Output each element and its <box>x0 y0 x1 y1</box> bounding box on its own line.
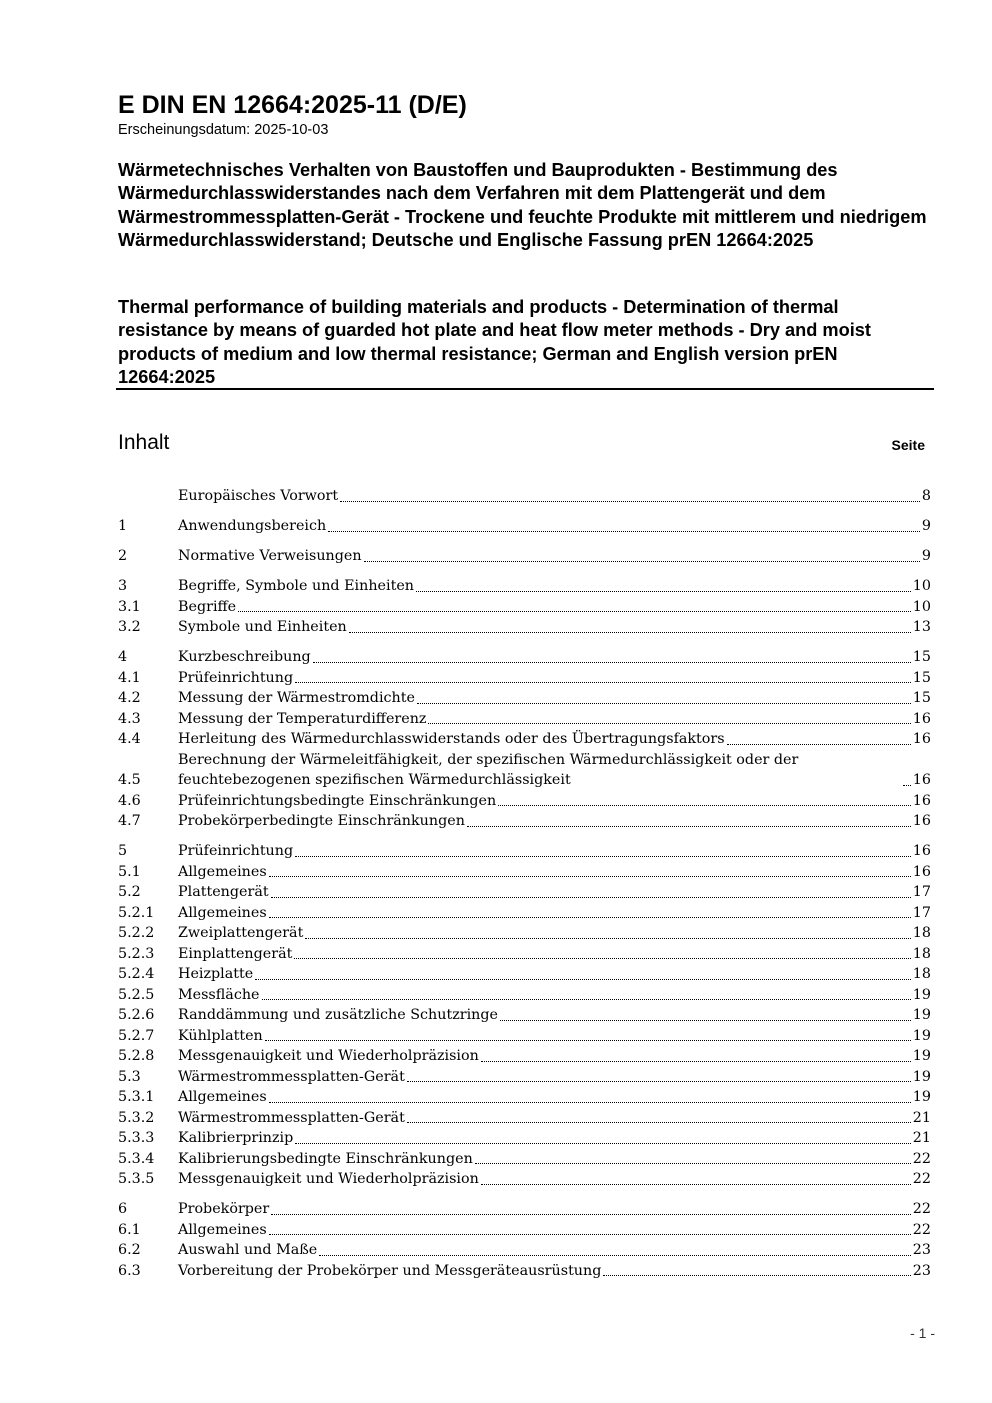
toc-entry-title: Vorbereitung der Probekörper und Messgeräteausrüstung <box>178 1262 602 1279</box>
toc-leader-dots <box>269 1102 911 1103</box>
toc-leader-dots <box>481 1184 911 1185</box>
toc-entry-page: 23 <box>912 1262 931 1279</box>
toc-entry[interactable] <box>118 668 931 689</box>
toc-entry-title: Berechnung der Wärmeleitfähigkeit, der spezifischen Wärmedurchlässigkeit oder der feuchtebezogenen spezifischen Wärmedurchlässigkeit <box>178 751 799 788</box>
toc-entry-number: 5.3.4 <box>118 1150 155 1167</box>
toc-entry-number: 5.3.2 <box>118 1109 155 1126</box>
toc-entry[interactable] <box>118 841 931 862</box>
toc-entry-page: 19 <box>912 986 931 1003</box>
toc-entry-title: Messung der Temperaturdifferenz <box>178 710 427 727</box>
toc-entry[interactable] <box>118 811 931 832</box>
toc-leader-dots <box>340 501 920 502</box>
toc-entry[interactable] <box>118 1169 931 1190</box>
toc-entry-number: 5.3.5 <box>118 1171 155 1187</box>
toc-leader-dots <box>500 1020 911 1021</box>
toc-entry-page: 16 <box>912 731 931 747</box>
toc-entry-title: Herleitung des Wärmedurchlasswiderstands oder des Übertragungsfaktors <box>178 731 725 747</box>
toc-entry-title: Messung der Wärmestromdichte <box>178 690 415 706</box>
toc-entry[interactable] <box>118 617 931 638</box>
toc-leader-dots <box>475 1163 911 1164</box>
toc-entry-title: Anwendungsbereich <box>178 518 327 534</box>
toc-entry-page: 16 <box>912 710 931 727</box>
toc-entry[interactable] <box>118 882 931 903</box>
toc-page-column-heading: Seite <box>891 437 925 453</box>
toc-entry-title: Auswahl und Maße <box>178 1242 318 1258</box>
toc-leader-dots <box>269 876 911 877</box>
toc-entry-page: 8 <box>921 488 931 504</box>
toc-entry-title: Einplattengerät <box>178 945 293 962</box>
toc-leader-dots <box>407 1081 911 1082</box>
toc-entry[interactable] <box>118 709 931 730</box>
toc-entry-page: 9 <box>921 518 931 534</box>
toc-heading: Inhalt <box>118 431 170 454</box>
toc-entry-page: 17 <box>912 904 931 921</box>
toc-leader-dots <box>269 917 911 918</box>
toc-entry-title: Kühlplatten <box>178 1027 263 1044</box>
toc-leader-dots <box>294 958 910 959</box>
toc-entry-page: 18 <box>912 945 931 962</box>
toc-entry-number: 5.2.4 <box>118 966 155 982</box>
toc-entry[interactable] <box>118 1128 931 1149</box>
toc-entry-page: 16 <box>912 772 931 788</box>
toc-entry-page: 16 <box>912 813 931 829</box>
toc-entry-page: 22 <box>912 1221 931 1238</box>
toc-entry-title: Allgemeines <box>178 863 267 880</box>
toc-entry-page: 15 <box>912 690 931 706</box>
toc-entry-title: Messfläche <box>178 986 260 1003</box>
toc-entry-page: 15 <box>912 669 931 686</box>
toc-entry[interactable] <box>118 647 931 668</box>
toc-leader-dots <box>262 999 911 1000</box>
toc-leader-dots <box>238 611 911 612</box>
toc-entry-number: 5.2.3 <box>118 945 155 962</box>
toc-leader-dots <box>255 979 911 980</box>
toc-entry-number: 5.2.5 <box>118 986 155 1003</box>
toc-entry[interactable] <box>118 1087 931 1108</box>
toc-entry[interactable] <box>118 576 931 597</box>
toc-leader-dots <box>417 703 911 704</box>
toc-leader-dots <box>481 1061 911 1062</box>
toc-leader-dots <box>269 1234 911 1235</box>
toc-entry-number: 4.4 <box>118 731 141 747</box>
toc-entry-number: 4.6 <box>118 792 141 809</box>
toc-entry-title: Allgemeines <box>178 904 267 921</box>
toc-entry-page: 23 <box>912 1242 931 1258</box>
toc-entry-title: Prüfeinrichtungsbedingte Einschränkungen <box>178 792 497 809</box>
toc-entry-number: 2 <box>118 548 128 564</box>
toc-entry-title: Probekörperbedingte Einschränkungen <box>178 813 465 829</box>
toc-entry[interactable] <box>118 546 931 567</box>
toc-entry[interactable] <box>118 1240 931 1261</box>
document-id: E DIN EN 12664:2025-11 (D/E) <box>118 91 467 119</box>
toc-leader-dots <box>295 682 911 683</box>
toc-entry-title: Plattengerät <box>178 884 269 900</box>
toc-entry-title: Allgemeines <box>178 1089 267 1105</box>
toc-entry-page: 18 <box>912 966 931 982</box>
toc-entry-number: 6.2 <box>118 1242 141 1258</box>
toc-entry-title: Probekörper <box>178 1201 270 1217</box>
toc-entry-title: Wärmestrommessplatten-Gerät <box>178 1109 405 1126</box>
toc-leader-dots <box>407 1122 911 1123</box>
toc-entry-number: 3.2 <box>118 619 141 635</box>
toc-entry[interactable] <box>118 516 931 537</box>
toc-entry-page: 16 <box>912 792 931 809</box>
toc-entry-number: 4.2 <box>118 690 141 706</box>
toc-entry-number: 5.2.1 <box>118 904 155 921</box>
toc-entry[interactable] <box>118 862 931 883</box>
toc-entry-number: 5.2.6 <box>118 1007 155 1023</box>
toc-entry-page: 17 <box>912 884 931 900</box>
title-english: Thermal performance of building materials and products - Determination of thermal resistance by means of guarded hot plate and heat flow meter methods - Dry and moist products of medium and low thermal resistance; German and English version prEN 12664:2025 <box>118 297 871 388</box>
toc-entry-number: 4.7 <box>118 813 141 829</box>
toc-entry-page: 19 <box>912 1007 931 1023</box>
toc-entry-page: 21 <box>912 1109 931 1126</box>
toc-entry-page: 19 <box>912 1027 931 1044</box>
toc-leader-dots <box>903 785 911 786</box>
toc-entry-page: 10 <box>912 598 931 615</box>
publication-date: Erscheinungsdatum: 2025-10-03 <box>118 122 329 138</box>
toc-entry[interactable] <box>118 1261 931 1282</box>
toc-entry-page: 19 <box>912 1048 931 1064</box>
toc-entry[interactable] <box>118 750 931 791</box>
toc-entry-page: 18 <box>912 925 931 941</box>
toc-leader-dots <box>271 1214 911 1215</box>
toc-entry-title: Wärmestrommessplatten-Gerät <box>178 1068 405 1085</box>
toc-leader-dots <box>328 531 920 532</box>
toc-entry-page: 19 <box>912 1089 931 1105</box>
toc-leader-dots <box>319 1255 911 1256</box>
toc-entry-page: 9 <box>921 548 931 564</box>
toc-leader-dots <box>727 744 911 745</box>
toc-entry[interactable] <box>118 903 931 924</box>
toc-entry-page: 10 <box>912 578 931 594</box>
toc-entry-page: 16 <box>912 863 931 880</box>
toc-entry-page: 21 <box>912 1130 931 1146</box>
toc-entry-number: 5.2.2 <box>118 925 155 941</box>
toc-entry-title: Europäisches Vorwort <box>178 488 339 504</box>
toc-entry-title: Kurzbeschreibung <box>178 649 311 665</box>
toc-entry-page: 22 <box>912 1150 931 1167</box>
toc-entry-number: 5.2 <box>118 884 141 900</box>
toc-entry-title: Heizplatte <box>178 966 254 982</box>
toc-entry-number: 6 <box>118 1201 128 1217</box>
toc-entry[interactable] <box>118 597 931 618</box>
toc-entry-title: Randdämmung und zusätzliche Schutzringe <box>178 1007 498 1023</box>
header-divider <box>116 388 934 390</box>
table-of-contents <box>118 486 931 1281</box>
toc-entry[interactable] <box>118 944 931 965</box>
toc-entry[interactable] <box>118 964 931 985</box>
toc-entry-page: 16 <box>912 843 931 859</box>
toc-entry-number: 3.1 <box>118 598 141 615</box>
toc-entry[interactable] <box>118 688 931 709</box>
toc-leader-dots <box>295 856 911 857</box>
toc-entry-number: 4.1 <box>118 669 141 686</box>
toc-entry-title: Kalibrierprinzip <box>178 1130 294 1146</box>
toc-entry-title: Messgenauigkeit und Wiederholpräzision <box>178 1048 479 1064</box>
toc-entry[interactable] <box>118 1005 931 1026</box>
toc-leader-dots <box>265 1040 911 1041</box>
toc-entry[interactable] <box>118 1220 931 1241</box>
toc-entry[interactable] <box>118 1149 931 1170</box>
toc-entry[interactable] <box>118 1046 931 1067</box>
toc-entry-number: 5.1 <box>118 863 141 880</box>
page-number: - 1 - <box>910 1325 935 1341</box>
toc-leader-dots <box>498 805 911 806</box>
toc-entry-title: Prüfeinrichtung <box>178 843 294 859</box>
toc-entry-number: 1 <box>118 518 128 534</box>
toc-leader-dots <box>305 938 910 939</box>
toc-entry-number: 5.3.1 <box>118 1089 155 1105</box>
toc-entry-number: 5 <box>118 843 128 859</box>
toc-entry[interactable] <box>118 923 931 944</box>
toc-entry-number: 5.2.7 <box>118 1027 155 1044</box>
title-german: Wärmetechnisches Verhalten von Baustoffen und Bauprodukten - Bestimmung des Wärmedurchlasswiderstandes nach dem Verfahren mit dem Plattengerät und dem Wärmestrommessplatten-Gerät - Trockene und feuchte Produkte mit mittlerem und niedrigem Wärmedurchlasswiderstand; Deutsche und Englische Fassung prEN 12664:2025 <box>118 160 927 251</box>
toc-entry[interactable] <box>118 1067 931 1088</box>
toc-entry-number: 5.2.8 <box>118 1048 155 1064</box>
toc-entry-page: 13 <box>912 619 931 635</box>
toc-entry[interactable] <box>118 1026 931 1047</box>
toc-entry-title: Allgemeines <box>178 1221 267 1238</box>
toc-entry-page: 19 <box>912 1068 931 1085</box>
toc-entry[interactable] <box>118 1199 931 1220</box>
toc-entry-number: 3 <box>118 578 128 594</box>
toc-entry-number: 4.3 <box>118 710 141 727</box>
toc-leader-dots <box>271 897 911 898</box>
toc-entry[interactable] <box>118 486 931 507</box>
toc-entry[interactable] <box>118 791 931 812</box>
toc-entry-title: Prüfeinrichtung <box>178 669 294 686</box>
toc-leader-dots <box>295 1143 911 1144</box>
toc-entry[interactable] <box>118 985 931 1006</box>
toc-entry-number: 5.3.3 <box>118 1130 155 1146</box>
toc-entry[interactable] <box>118 729 931 750</box>
toc-leader-dots <box>364 561 920 562</box>
toc-leader-dots <box>349 632 911 633</box>
toc-entry-title: Zweiplattengerät <box>178 925 304 941</box>
toc-entry-title: Begriffe <box>178 598 237 615</box>
toc-leader-dots <box>467 826 911 827</box>
toc-entry-number: 6.3 <box>118 1262 141 1279</box>
toc-leader-dots <box>313 662 911 663</box>
toc-leader-dots <box>428 723 910 724</box>
toc-entry-number: 6.1 <box>118 1221 141 1238</box>
toc-leader-dots <box>603 1275 910 1276</box>
toc-entry-page: 22 <box>912 1171 931 1187</box>
toc-entry-number: 5.3 <box>118 1068 141 1085</box>
toc-entry-number: 4.5 <box>118 772 141 788</box>
toc-entry-title: Begriffe, Symbole und Einheiten <box>178 578 414 594</box>
toc-entry[interactable] <box>118 1108 931 1129</box>
toc-entry-page: 22 <box>912 1201 931 1217</box>
toc-entry-page: 15 <box>912 649 931 665</box>
toc-entry-title: Normative Verweisungen <box>178 548 362 564</box>
toc-leader-dots <box>416 591 911 592</box>
toc-entry-number: 4 <box>118 649 128 665</box>
toc-entry-title: Kalibrierungsbedingte Einschränkungen <box>178 1150 473 1167</box>
toc-entry-title: Messgenauigkeit und Wiederholpräzision <box>178 1171 479 1187</box>
toc-entry-title: Symbole und Einheiten <box>178 619 347 635</box>
